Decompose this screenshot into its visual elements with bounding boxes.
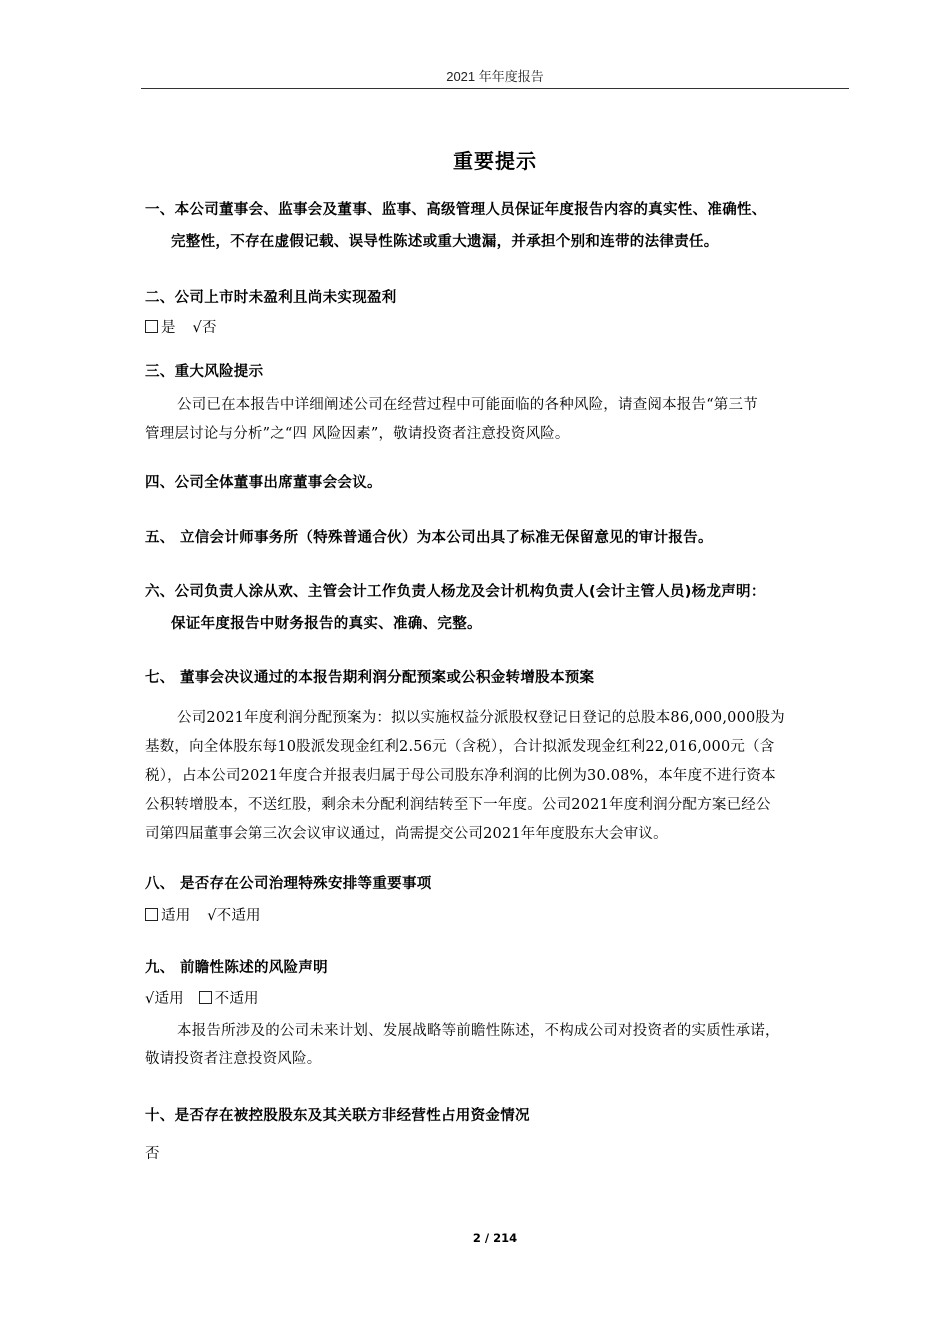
section-10-answer: 否	[145, 1146, 160, 1162]
section-2-options	[145, 316, 217, 337]
option-applicable-label: √适用	[145, 991, 184, 1007]
section-2-heading: 二、公司上市时未盈利且尚未实现盈利	[145, 290, 397, 306]
section-3-heading: 三、重大风险提示	[145, 364, 264, 380]
checkbox-not-applicable-unchecked	[199, 991, 212, 1004]
checkbox-yes-unchecked	[145, 320, 158, 333]
section-7-body-line5: 司第四届董事会第三次会议审议通过，尚需提交公司2021年年度股东大会审议。	[145, 826, 668, 842]
option-yes-label: 是	[161, 320, 176, 336]
section-10-heading: 十、是否存在被控股股东及其关联方非经营性占用资金情况	[145, 1108, 530, 1124]
section-6-heading-line1: 六、公司负责人涂从欢、主管会计工作负责人杨龙及会计机构负责人(会计主管人员)杨龙声明：	[145, 584, 766, 600]
section-7-body-line2: 基数，向全体股东每10股派发现金红利2.56元（含税），合计拟派发现金红利22,016,000元（含	[145, 739, 775, 755]
section-3-body-line2: 管理层讨论与分析”之“四 风险因素”，敬请投资者注意投资风险。	[145, 426, 570, 442]
page-title: 重要提示	[453, 149, 537, 173]
section-9-options	[145, 987, 259, 1008]
option-not-applicable-label: 不适用	[214, 991, 259, 1007]
section-6-heading-line2: 保证年度报告中财务报告的真实、准确、完整。	[171, 616, 482, 632]
section-8-heading: 八、 是否存在公司治理特殊安排等重要事项	[145, 876, 432, 892]
header-rule	[141, 88, 849, 89]
section-7-body-line4: 公积转增股本，不送红股，剩余未分配利润结转至下一年度。公司2021年度利润分配方案已经公	[145, 797, 771, 813]
section-4-heading: 四、公司全体董事出席董事会会议。	[145, 475, 382, 491]
section-7-heading: 七、 董事会决议通过的本报告期利润分配预案或公积金转增股本预案	[145, 670, 595, 686]
report-header: 2021 年年度报告	[446, 69, 544, 84]
section-9-heading: 九、 前瞻性陈述的风险声明	[145, 960, 328, 976]
section-7-body-line3: 税），占本公司2021年度合并报表归属于母公司股东净利润的比例为30.08%，本年度不进行资本	[145, 768, 776, 784]
option-applicable-label: 适用	[161, 908, 191, 924]
section-9-body-line1: 本报告所涉及的公司未来计划、发展战略等前瞻性陈述，不构成公司对投资者的实质性承诺，	[177, 1023, 780, 1039]
section-8-options	[145, 904, 261, 925]
option-no-label: √否	[192, 320, 217, 336]
section-5-heading: 五、 立信会计师事务所（特殊普通合伙）为本公司出具了标准无保留意见的审计报告。	[145, 530, 713, 546]
section-1-heading-line1: 一、本公司董事会、监事会及董事、监事、高级管理人员保证年度报告内容的真实性、准确性、	[145, 202, 767, 218]
option-not-applicable-label: √不适用	[207, 908, 261, 924]
section-3-body-line1: 公司已在本报告中详细阐述公司在经营过程中可能面临的各种风险，请查阅本报告“第三节	[177, 397, 758, 413]
section-1-heading-line2: 完整性，不存在虚假记载、误导性陈述或重大遗漏，并承担个别和连带的法律责任。	[171, 234, 719, 250]
page-number: 2 / 214	[472, 1231, 518, 1245]
section-7-body-line1: 公司2021年度利润分配预案为：拟以实施权益分派股权登记日登记的总股本86,000,000股为	[177, 710, 785, 726]
checkbox-applicable-unchecked	[145, 908, 158, 921]
section-9-body-line2: 敬请投资者注意投资风险。	[145, 1051, 322, 1067]
